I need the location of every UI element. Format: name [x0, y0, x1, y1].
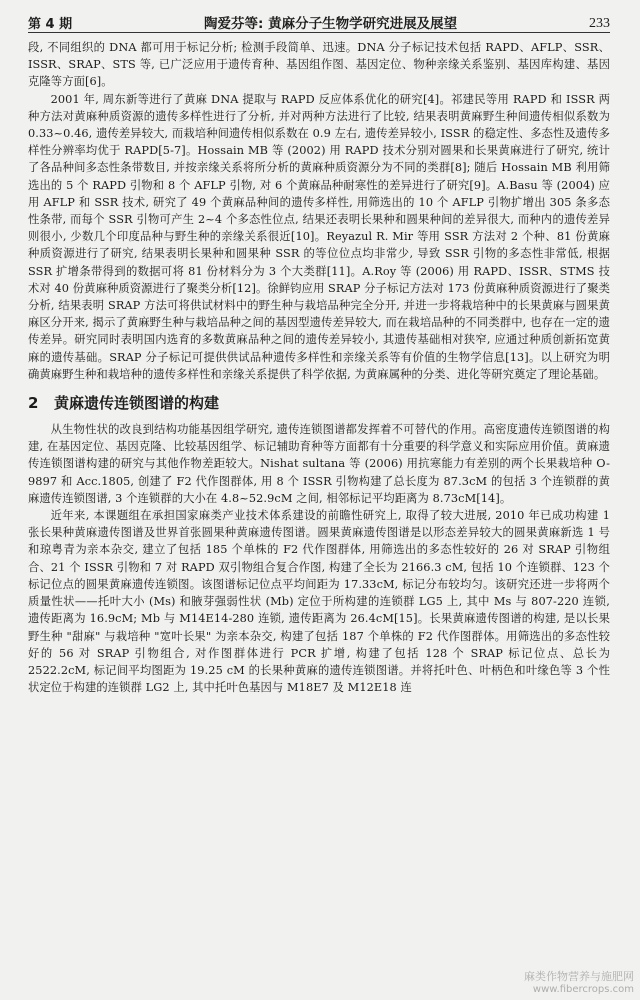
- paragraph-linkage-intro: 从生物性状的改良到结构功能基因组学研究, 遗传连锁图谱都发挥着不可替代的作用。高密度遗传连锁图谱的构建, 在基因定位、基因克隆、比较基因组学、标记辅助育种等方面都有十分重要的科学意义和实际应用价值。黄麻遗传连锁图谱构建的研究与其他作物差距较大。Nishat sultana 等 (2006) 用抗寒能力有差别的两个长果栽培种 O-9897 和 Acc.1805, 创建了 F2 代作图群体, 用 8 个 ISSR 引物构建了总长度为 87.3cM 的包括 3 个连锁群的黄麻遗传连锁图谱, 3 个连锁群的大小在 4.8~52.9cM 之间, 相邻标记平均距离为 8.73cM[14]。: [28, 423, 610, 505]
- paragraph-continuation: 段, 不同组织的 DNA 都可用于标记分析; 检测手段简单、迅速。DNA 分子标记技术包括 RAPD、AFLP、SSR、ISSR、SRAP、STS 等, 已广泛应用于遗传育种、基因组作图、基因定位、物种亲缘关系鉴别、基因库构建、基因克隆等方面[6]。: [28, 41, 610, 89]
- watermark-name: 麻类作物营养与施肥网: [524, 970, 634, 983]
- section-number: 2: [28, 394, 39, 413]
- watermark-url: www.fibercrops.com: [532, 984, 634, 995]
- journal-title: 陶爱芬等: 黄麻分子生物学研究进展及展望: [204, 16, 458, 32]
- site-watermark: [524, 970, 634, 996]
- running-header: [28, 4, 610, 33]
- issue-label: 第 4 期: [28, 17, 73, 32]
- paragraph-marker-studies: 2001 年, 周东新等进行了黄麻 DNA 提取与 RAPD 反应体系优化的研究[4]。祁建民等用 RAPD 和 ISSR 两种方法对黄麻种质资源的遗传多样性进行了分析, 并对两种方法进行了比较, 结果表明黄麻野生种间遗传相似系数为 0.33~0.46, 遗传差异较大, 而栽培种间遗传相似系数在 0.9 左右, 遗传差异较小, ISSR 的稳定性、多态性及遗传多样性分辨率均优于 RAPD[5-7]。Hossain MB 等 (2002) 用 RAPD 技术分别对圆果和长果黄麻进行了研究, 统计了各品种间多态性条带数目, 并按亲缘关系将所分析的黄麻种质资源分为不同的类群[8]; 随后 Hossain MB 利用筛选出的 5 个 RAPD 引物和 8 个 AFLP 引物, 对 6 个黄麻品种耐寒性的差异进行了研究[9]。A.Basu 等 (2004) 应用 AFLP 和 SSR 技术, 研究了 49 个黄麻品种间的遗传多样性, 用筛选出的 10 个 AFLP 引物扩增出 305 条多态性条带, 而每个 SSR 引物可产生 2~4 个多态性位点, 结果还表明长果种和圆果种间的差异很大, 而种内的遗传差异则很小, 少数几个印度品种与野生种的亲缘关系很近[10]。Reyazul R. Mir 等用 SSR 方法对 2 个种、81 份黄麻种质资源进行了研究, 结果表明长果种和圆果种 SSR 的等位位点均非常少, 导致 SSR 引物的多态性非常低, 根据 SSR 扩增条带得到的数据可将 81 份材料分为 3 个大类群[11]。A.Roy 等 (2006) 用 RAPD、ISSR、STMS 技术对 40 份黄麻种质资源进行了聚类分析[12]。徐鲜钧应用 SRAP 分子标记方法对 173 份黄麻种质资源进行了聚类分析, 结果表明 SRAP 方法可将供试材料中的野生种与栽培品种完全分开, 并进一步将栽培种中的长果黄麻与圆果黄麻区分开来, 揭示了黄麻野生种与栽培品种之间的基因型遗传差异较大, 而在栽培品种的不同类群中, 也存在一定的遗传差异。研究同时表明国内选育的多数黄麻品种之间的遗传差异较小, 其遗传基础相对狭窄, 应通过种质创新拓宽黄麻的遗传基础。SRAP 分子标记可提供供试品种遗传多样性和亲缘关系等有价值的生物学信息[13]。以上研究为明确黄麻野生种和栽培种的遗传多样性和亲缘关系提供了科学依据, 为黄麻属种的分类、进化等研究奠定了理论基础。: [28, 92, 610, 381]
- section-heading-2: [28, 392, 610, 414]
- page-number: 233: [589, 16, 610, 31]
- article-body: [28, 39, 610, 696]
- section-title: 黄麻遗传连锁图谱的构建: [54, 394, 220, 413]
- paragraph-recent-progress: 近年来, 本课题组在承担国家麻类产业技术体系建设的前瞻性研究上, 取得了较大进展, 2010 年已成功构建 1 张长果种黄麻遗传图谱及世界首张圆果种黄麻遗传图谱。圆果黄麻遗传图谱是以形态差异较大的圆果黄麻新选 1 号和琼粤青为亲本杂交, 建立了包括 185 个单株的 F2 代作图群体, 用筛选出的多态性较好的 26 对 SRAP 引物组合、21 个 ISSR 引物和 7 对 RAPD 双引物组合复合作图, 构建了全长为 2166.3 cM, 包括 10 个连锁群、123 个标记位点的圆果黄麻遗传连锁图。该图谱标记位点平均间距为 17.33cM, 标记分布较均匀。该研究还进一步将两个质量性状——托叶大小 (Ms) 和腋芽强弱性状 (Mb) 定位于所构建的连锁群 LG5 上, 其中 Ms 与 807-220 连锁, 遗传距离为 16.9cM; Mb 与 M14E14-280 连锁, 遗传距离为 26.4cM[15]。长果黄麻遗传图谱的构建, 是以长果野生种 "甜麻" 与栽培种 "宽叶长果" 为亲本杂交, 构建了包括 187 个单株的 F2 代作图群体。用筛选出的多态性较好的 56 对 SRAP 引物组合, 对作图群体进行 PCR 扩增, 构建了包括 128 个 SRAP 标记位点、总长为 2522.2cM, 标记间平均图距为 19.25 cM 的长果种黄麻的遗传连锁图谱。并将托叶色、叶柄色和叶缘色等 3 个性状定位于构建的连锁群 LG2 上, 其中托叶色基因与 M18E7 及 M12E18 连: [28, 509, 610, 695]
